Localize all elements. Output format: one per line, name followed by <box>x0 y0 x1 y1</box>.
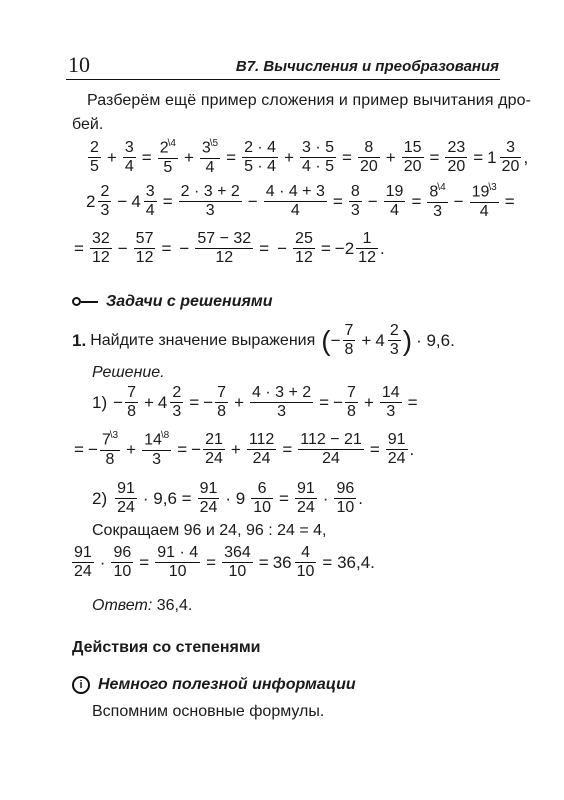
answer-label: Ответ: <box>92 597 153 614</box>
problem-number: 1. <box>72 331 87 351</box>
page-number: 10 <box>68 52 90 77</box>
step-1-line-2: = − $\frac{7^{\backslash 3}}{8}$ + $\frac{14^{\backslash 8}}{3}$ = − $\frac{21}{24}$ + $\frac{112}{24}$ = $\frac{112 - 21}{24}$ = $\frac{91}{24}$ . <box>74 430 415 468</box>
info-icon: i <box>72 676 90 694</box>
equation-subtraction-cont: = $\frac{32}{12}$ − $\frac{57}{12}$ = − $\frac{57 - 32}{12}$ = − $\frac{25}{12}$ = −2 $\frac{1}{12}$ . <box>74 230 385 267</box>
step-2-label: 2) <box>92 489 108 509</box>
final-computation: $\frac{91}{24}$ · $\frac{96}{10}$ = $\frac{91 \cdot 4}{10}$ = $\frac{364}{10}$ = 36 $\frac{4}{10}$ = 36,4. <box>74 544 375 581</box>
intro-line-1: Разберём ещё пример сложения и пример вычитания дро- <box>87 92 531 109</box>
key-icon <box>72 297 100 307</box>
reduce-text: Сокращаем 96 и 24, 96 : 24 = 4, <box>92 522 327 539</box>
tasks-heading: Задачи с решениями <box>72 293 273 311</box>
problem-1: 1. Найдите значение выражения ( − $\frac{7}{8}$ + 4 $\frac{2}{3}$ ) · 9,6. <box>72 322 455 359</box>
info-heading: i Немного полезной информации <box>72 676 356 694</box>
step-1-label: 1) <box>92 393 108 413</box>
section-heading-powers: Действия со степенями <box>72 639 261 656</box>
problem-text: Найдите значение выражения <box>90 331 316 349</box>
running-title: В7. Вычисления и преобразования <box>235 58 499 75</box>
step-1-line-1: 1) − $\frac{7}{8}$ + 4 $\frac{2}{3}$ = − $\frac{7}{8}$ + $\frac{4 \cdot 3 + 2}{3}$ = − $\frac{7}{8}$ + $\frac{14}{3}$ = <box>92 384 418 421</box>
problem-tail: · 9,6. <box>416 331 455 351</box>
equation-subtraction: 2 $\frac{2}{3}$ − 4 $\frac{3}{4}$ = $\frac{2 \cdot 3 + 2}{3}$ − $\frac{4 \cdot 4 + 3}{4}$ = $\frac{8}{3}$ − $\frac{19}{4}$ = $\frac{8^{\backslash 4}}{3}$ − $\frac{19^{\backslash 3}}{4}$ = <box>86 182 515 220</box>
answer-value: 36,4. <box>156 597 193 614</box>
step-2-line: 2) $\frac{91}{24}$ · 9,6 = $\frac{91}{24}$ · 9 $\frac{6}{10}$ = $\frac{91}{24}$ · $\frac{96}{10}$ . <box>92 480 363 517</box>
answer <box>92 597 192 615</box>
header-rule <box>66 79 500 80</box>
equation-addition: $\frac{2}{5}$ + $\frac{3}{4}$ = $\frac{2^{\backslash 4}}{5}$ + $\frac{3^{\backslash 5}}{4}$ = $\frac{2 \cdot 4}{5 \cdot 4}$ + $\frac{3 \cdot 5}{4 \cdot 5}$ = $\frac{8}{20}$ + $\frac{15}{20}$ = $\frac{23}{20}$ = 1 $\frac{3}{20}$ , <box>90 138 529 176</box>
info-text: Вспомним основные формулы. <box>92 703 325 720</box>
solution-label: Решение. <box>92 364 165 381</box>
intro-line-2: бей. <box>72 116 104 133</box>
